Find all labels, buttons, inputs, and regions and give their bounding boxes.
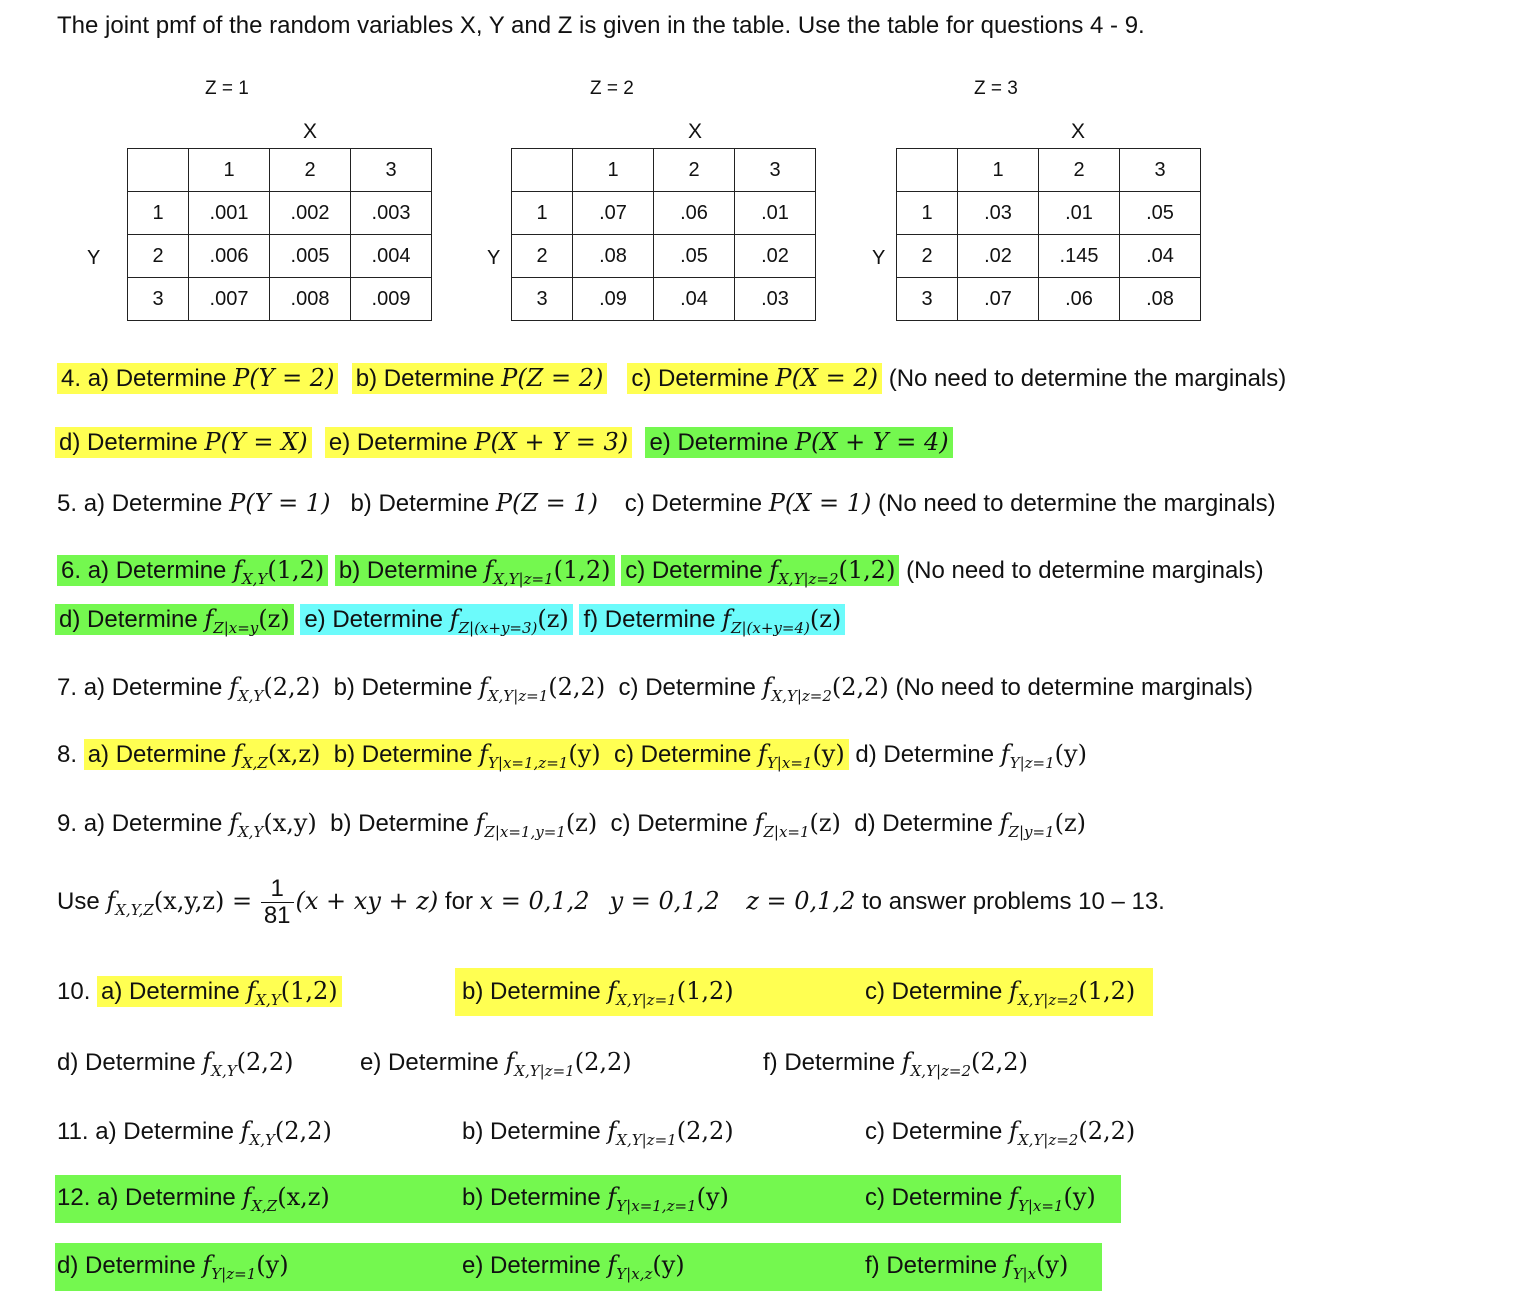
q9-c-arg: (z) [809, 809, 841, 837]
q9-b-sub: Z|x=1,y=1 [484, 823, 566, 841]
y-header: 1 [512, 192, 573, 235]
prob-cell: .08 [573, 235, 654, 278]
q7-c-arg: (2,2) [831, 673, 889, 701]
q8-b-label: b) Determine [333, 741, 473, 768]
q7-note: (No need to determine marginals) [895, 674, 1253, 701]
prob-cell: .02 [958, 235, 1039, 278]
q6-c-sub: X,Y|z=2 [778, 570, 839, 588]
q6-f-label: f) Determine [583, 606, 716, 633]
q10-part-f: f) Determine $f_{X,Y|z=2}(2,2)$ [763, 1048, 1028, 1080]
x-header: 1 [958, 149, 1039, 192]
prob-cell: .004 [351, 235, 432, 278]
q4-b-label: b) Determine [355, 365, 495, 392]
q12-part-b: b) Determine $f_{Y|x=1,z=1}(y)$ [462, 1183, 729, 1215]
prob-cell: .03 [735, 278, 816, 321]
question-5 [57, 489, 1276, 518]
q12-d-label: d) Determine [57, 1252, 196, 1279]
question-6-line-2 [55, 605, 845, 637]
q11-b-label: b) Determine [462, 1118, 601, 1145]
use-for: for [444, 888, 473, 916]
q7-b-arg: (2,2) [548, 673, 606, 701]
q10-c-sub: X,Y|z=2 [1017, 991, 1079, 1009]
question-4-line-1 [57, 364, 1286, 393]
q6-e-label: e) Determine [304, 606, 444, 633]
y-header: 3 [897, 278, 958, 321]
q12-a-sub: X,Z [251, 1197, 278, 1215]
use-f-args: (x,y,z) = [153, 887, 253, 916]
prob-cell: .001 [189, 192, 270, 235]
q9-d-arg: (z) [1054, 809, 1086, 837]
q11-part-c: c) Determine $f_{X,Y|z=2}(2,2)$ [865, 1117, 1136, 1149]
pmf-table-z2 [511, 148, 816, 321]
q6-part-c: c) Determine $f_{X,Y|z=2}(1,2)$ [621, 555, 899, 586]
q8-a-sub: X,Z [241, 754, 268, 772]
q11-number: 11. [57, 1118, 89, 1145]
table3-z-label: Z = 3 [974, 78, 1018, 99]
q8-d-sub: Y|z=1 [1009, 754, 1055, 772]
q12-e-label: e) Determine [462, 1252, 601, 1279]
q8-a-label: a) Determine [87, 741, 227, 768]
intro-text: The joint pmf of the random variables X, Y and Z is given in the table. Use the table for questions 4 - 9. [57, 12, 1145, 39]
q4-part-e1 [325, 427, 632, 458]
q12-e-arg: (y) [652, 1251, 685, 1279]
y-header: 2 [897, 235, 958, 278]
y-header: 1 [897, 192, 958, 235]
q7-a-arg: (2,2) [263, 673, 321, 701]
q6-b-arg: (1,2) [553, 556, 611, 584]
q5-c-label: c) Determine [624, 490, 763, 517]
q4-part-e2 [645, 427, 952, 458]
q6-d-label: d) Determine [59, 606, 198, 633]
q9-a-arg: (x,y) [263, 809, 317, 837]
q9-b-arg: (z) [565, 809, 598, 837]
q12-part-d: d) Determine $f_{Y|z=1}(y)$ [57, 1251, 289, 1283]
q10-f-arg: (2,2) [971, 1048, 1028, 1076]
fraction-denominator: 81 [263, 902, 291, 930]
q12-d-arg: (y) [256, 1251, 289, 1279]
q9-a-sub: X,Y [237, 823, 264, 841]
prob-cell: .145 [1039, 235, 1120, 278]
q4-d-expr: P(Y = X) [204, 428, 308, 456]
q7-number: 7. [57, 674, 78, 701]
q6-part-f: f) Determine $f_{Z|(x+y=4)}(z)$ [579, 604, 845, 635]
q10-c-arg: (1,2) [1078, 977, 1136, 1005]
q12-c-arg: (y) [1063, 1183, 1096, 1211]
prob-cell: .07 [573, 192, 654, 235]
q7-a-sub: X,Y [237, 687, 264, 705]
prob-cell: .003 [351, 192, 432, 235]
q10-e-arg: (2,2) [574, 1048, 632, 1076]
q12-d-sub: Y|z=1 [211, 1265, 257, 1283]
q12-f-sub: Y|x [1012, 1265, 1037, 1283]
q5-b-expr: P(Z = 1) [495, 489, 599, 517]
q10-number: 10. [57, 978, 91, 1005]
fraction-numerator: 1 [261, 876, 294, 903]
q12-e-sub: Y|x,z [616, 1265, 653, 1283]
prob-cell: .08 [1120, 278, 1201, 321]
q10-d-arg: (2,2) [236, 1048, 294, 1076]
prob-cell: .01 [735, 192, 816, 235]
q11-b-arg: (2,2) [676, 1117, 734, 1145]
q5-b-label: b) Determine [350, 490, 490, 517]
q12-c-sub: Y|x=1 [1017, 1197, 1064, 1215]
q12-b-label: b) Determine [462, 1184, 601, 1211]
prob-cell: .005 [270, 235, 351, 278]
q5-a-expr: P(Y = 1) [229, 489, 331, 517]
q9-d-label: d) Determine [854, 810, 993, 837]
corner-cell [128, 149, 189, 192]
q6-c-label: c) Determine [625, 557, 763, 584]
q4-part-b [352, 363, 608, 394]
q6-e-sub: Z|(x+y=3) [458, 619, 538, 637]
q4-note: (No need to determine the marginals) [888, 365, 1287, 392]
q9-b-label: b) Determine [330, 810, 469, 837]
prob-cell: .04 [1120, 235, 1201, 278]
y-header: 3 [512, 278, 573, 321]
q8-b-sub: Y|x=1,z=1 [488, 754, 569, 772]
q10-part-a: a) Determine $f_{X,Y}(1,2)$ [97, 976, 342, 1007]
q4-number: 4. [61, 365, 82, 392]
table2-y-axis-label: Y [487, 247, 501, 269]
q12-f-arg: (y) [1036, 1251, 1069, 1279]
table1-x-axis-label: X [303, 120, 318, 143]
q6-a-label: a) Determine [87, 557, 227, 584]
q12-part-a: 12. a) Determine $f_{X,Z}(x,z)$ [57, 1183, 330, 1215]
y-header: 2 [512, 235, 573, 278]
pmf-table-z1 [127, 148, 432, 321]
q10-part-c: c) Determine $f_{X,Y|z=2}(1,2)$ [865, 977, 1136, 1009]
x-range: x = 0,1,2 [479, 887, 590, 916]
q10-b-sub: X,Y|z=1 [616, 991, 677, 1009]
q9-d-sub: Z|y=1 [1008, 823, 1055, 841]
q12-a-arg: (x,z) [277, 1183, 330, 1211]
q5-number: 5. [57, 490, 78, 517]
q4-part-c [627, 363, 882, 394]
q12-b-arg: (y) [696, 1183, 729, 1211]
q11-part-a: 11. a) Determine $f_{X,Y}(2,2)$ [57, 1117, 332, 1149]
q10-d-sub: X,Y [211, 1062, 237, 1080]
q7-b-sub: X,Y|z=1 [487, 687, 549, 705]
q7-a-label: a) Determine [83, 674, 223, 701]
q12-part-f: f) Determine $f_{Y|x}(y)$ [865, 1251, 1069, 1283]
q11-part-b: b) Determine $f_{X,Y|z=1}(2,2)$ [462, 1117, 734, 1149]
prob-cell: .008 [270, 278, 351, 321]
q9-number: 9. [57, 810, 78, 837]
use-formula-line: Use $f_{X,Y,Z}(x,y,z)$ = $\frac{1}{81}$ (x + xy + z) for x = 0,1,2 y = 0,1,2 z = 0,1,2 to answer problems 10 – 13. [57, 875, 1165, 930]
q4-a-label: a) Determine [87, 365, 227, 392]
q11-a-label: a) Determine [95, 1118, 234, 1145]
prob-cell: .007 [189, 278, 270, 321]
prob-cell: .07 [958, 278, 1039, 321]
table1-z-label: Z = 1 [205, 78, 249, 99]
q4-d-label: d) Determine [59, 429, 198, 456]
q4-a-expr: P(Y = 2) [233, 364, 335, 392]
y-header: 1 [128, 192, 189, 235]
q6-f-sub: Z|(x+y=4) [731, 619, 810, 637]
q7-b-label: b) Determine [333, 674, 473, 701]
x-header: 3 [735, 149, 816, 192]
q8-b-arg: (y) [568, 740, 601, 768]
corner-cell [897, 149, 958, 192]
use-tail: to answer problems 10 – 13. [862, 888, 1165, 916]
prob-cell: .006 [189, 235, 270, 278]
question-6-line-1 [57, 556, 1264, 588]
q8-c-arg: (y) [812, 740, 845, 768]
q8-c-label: c) Determine [613, 741, 752, 768]
fraction [261, 876, 294, 930]
question-8: 8. a) Determine $f_{X,Z}(x,z)$ b) Determine $f_{Y|x=1,z=1}(y)$ c) Determine $f_{Y|x=1}(y)$ d) Determine $f_{Y|z=1}(y)$ [57, 740, 1087, 772]
question-9: 9. a) Determine $f_{X,Y}(x,y)$ b) Determine $f_{Z|x=1,y=1}(z)$ c) Determine $f_{Z|x=1}(z)$ d) Determine $f_{Z|y=1}(z)$ [57, 809, 1086, 841]
q6-a-arg: (1,2) [267, 556, 325, 584]
q6-b-label: b) Determine [338, 557, 478, 584]
prob-cell: .05 [654, 235, 735, 278]
q10-part-b: b) Determine $f_{X,Y|z=1}(1,2)$ [462, 977, 734, 1009]
prob-cell: .02 [735, 235, 816, 278]
prob-cell: .002 [270, 192, 351, 235]
q8-parts-abc: a) Determine $f_{X,Z}(x,z)$ b) Determine $f_{Y|x=1,z=1}(y)$ c) Determine $f_{Y|x=1}(y)$ [84, 739, 849, 770]
table1-y-axis-label: Y [87, 247, 101, 269]
q10-e-label: e) Determine [360, 1049, 499, 1076]
q9-c-sub: Z|x=1 [763, 823, 810, 841]
q6-part-b: b) Determine $f_{X,Y|z=1}(1,2)$ [335, 555, 615, 586]
q5-a-label: a) Determine [83, 490, 223, 517]
q4-e1-expr: P(X + Y = 3) [474, 428, 629, 456]
y-range: y = 0,1,2 [609, 887, 720, 916]
prob-cell: .09 [573, 278, 654, 321]
x-header: 3 [351, 149, 432, 192]
q6-f-arg: (z) [809, 605, 842, 633]
q6-b-sub: X,Y|z=1 [493, 570, 554, 588]
q6-note: (No need to determine marginals) [906, 557, 1264, 584]
pmf-table-z3 [896, 148, 1201, 321]
q6-part-e: e) Determine $f_{Z|(x+y=3)}(z)$ [300, 604, 572, 635]
question-4-line-2 [55, 428, 953, 457]
prob-cell: .06 [1039, 278, 1120, 321]
q7-c-label: c) Determine [618, 674, 756, 701]
prob-cell: .06 [654, 192, 735, 235]
y-header: 3 [128, 278, 189, 321]
x-header: 2 [1039, 149, 1120, 192]
q10-f-label: f) Determine [763, 1049, 896, 1076]
use-label: Use [57, 888, 100, 916]
q12-f-label: f) Determine [865, 1252, 998, 1279]
q6-c-arg: (1,2) [838, 556, 896, 584]
q8-d-arg: (y) [1054, 740, 1087, 768]
corner-cell [512, 149, 573, 192]
q10-b-arg: (1,2) [676, 977, 734, 1005]
q10-c-label: c) Determine [865, 978, 1003, 1005]
q6-number: 6. [61, 557, 82, 584]
q4-e2-label: e) Determine [649, 429, 789, 456]
q11-b-sub: X,Y|z=1 [616, 1131, 677, 1149]
prob-cell: .009 [351, 278, 432, 321]
x-header: 3 [1120, 149, 1201, 192]
q6-part-d: d) Determine $f_{Z|x=y}(z)$ [55, 604, 294, 635]
x-header: 2 [654, 149, 735, 192]
x-header: 1 [573, 149, 654, 192]
use-expr: (x + xy + z) [295, 887, 439, 916]
q7-c-sub: X,Y|z=2 [771, 687, 832, 705]
question-7: 7. a) Determine $f_{X,Y}(2,2)$ b) Determine $f_{X,Y|z=1}(2,2)$ c) Determine $f_{X,Y|z=2}(2,2)$ (No need to determine marginals) [57, 673, 1253, 705]
q11-c-label: c) Determine [865, 1118, 1003, 1145]
q10-a-arg: (1,2) [280, 977, 338, 1005]
q6-d-arg: (z) [258, 605, 290, 633]
q9-a-label: a) Determine [83, 810, 223, 837]
q10-part-d: d) Determine $f_{X,Y}(2,2)$ [57, 1048, 294, 1080]
table3-y-axis-label: Y [872, 247, 886, 269]
q10-a-label: a) Determine [101, 978, 240, 1005]
q10-number-and-a [57, 977, 342, 1009]
y-header: 2 [128, 235, 189, 278]
q10-f-sub: X,Y|z=2 [910, 1062, 972, 1080]
q4-b-expr: P(Z = 2) [501, 364, 604, 392]
q4-e1-label: e) Determine [328, 429, 468, 456]
q10-d-label: d) Determine [57, 1049, 196, 1076]
q8-d-label: d) Determine [855, 741, 995, 768]
q10-e-sub: X,Y|z=1 [514, 1062, 575, 1080]
q8-number: 8. [57, 741, 78, 768]
prob-cell: .04 [654, 278, 735, 321]
q4-e2-expr: P(X + Y = 4) [794, 428, 949, 456]
q4-part-a [57, 363, 338, 394]
q12-c-label: c) Determine [865, 1184, 1003, 1211]
q12-number: 12. [57, 1184, 91, 1211]
table3-x-axis-label: X [1071, 120, 1086, 143]
prob-cell: .01 [1039, 192, 1120, 235]
z-range: z = 0,1,2 [746, 887, 856, 916]
q6-a-sub: X,Y [241, 570, 268, 588]
q11-c-arg: (2,2) [1078, 1117, 1136, 1145]
q11-a-sub: X,Y [249, 1131, 275, 1149]
q11-c-sub: X,Y|z=2 [1017, 1131, 1079, 1149]
q10-b-label: b) Determine [462, 978, 601, 1005]
q4-c-expr: P(X = 2) [775, 364, 879, 392]
q5-note: (No need to determine the marginals) [878, 490, 1276, 517]
q8-c-sub: Y|x=1 [766, 754, 813, 772]
use-f-sub: X,Y,Z [115, 901, 154, 920]
q12-a-label: a) Determine [97, 1184, 236, 1211]
q8-a-arg: (x,z) [267, 740, 321, 768]
q6-e-arg: (z) [537, 605, 569, 633]
q12-part-e: e) Determine $f_{Y|x,z}(y)$ [462, 1251, 685, 1283]
q4-part-d [55, 427, 312, 458]
q12-b-sub: Y|x=1,z=1 [616, 1197, 697, 1215]
q9-c-label: c) Determine [610, 810, 748, 837]
table2-x-axis-label: X [688, 120, 703, 143]
q6-d-sub: Z|x=y [213, 619, 259, 637]
prob-cell: .03 [958, 192, 1039, 235]
q12-part-c: c) Determine $f_{Y|x=1}(y)$ [865, 1183, 1096, 1215]
prob-cell: .05 [1120, 192, 1201, 235]
table2-z-label: Z = 2 [590, 78, 634, 99]
x-header: 1 [189, 149, 270, 192]
q10-part-e: e) Determine $f_{X,Y|z=1}(2,2)$ [360, 1048, 632, 1080]
q11-a-arg: (2,2) [274, 1117, 332, 1145]
x-header: 2 [270, 149, 351, 192]
q10-a-sub: X,Y [255, 991, 281, 1009]
q4-c-label: c) Determine [631, 365, 769, 392]
q5-c-expr: P(X = 1) [768, 489, 872, 517]
q6-part-a: 6. a) Determine $f_{X,Y}(1,2)$ [57, 555, 328, 586]
